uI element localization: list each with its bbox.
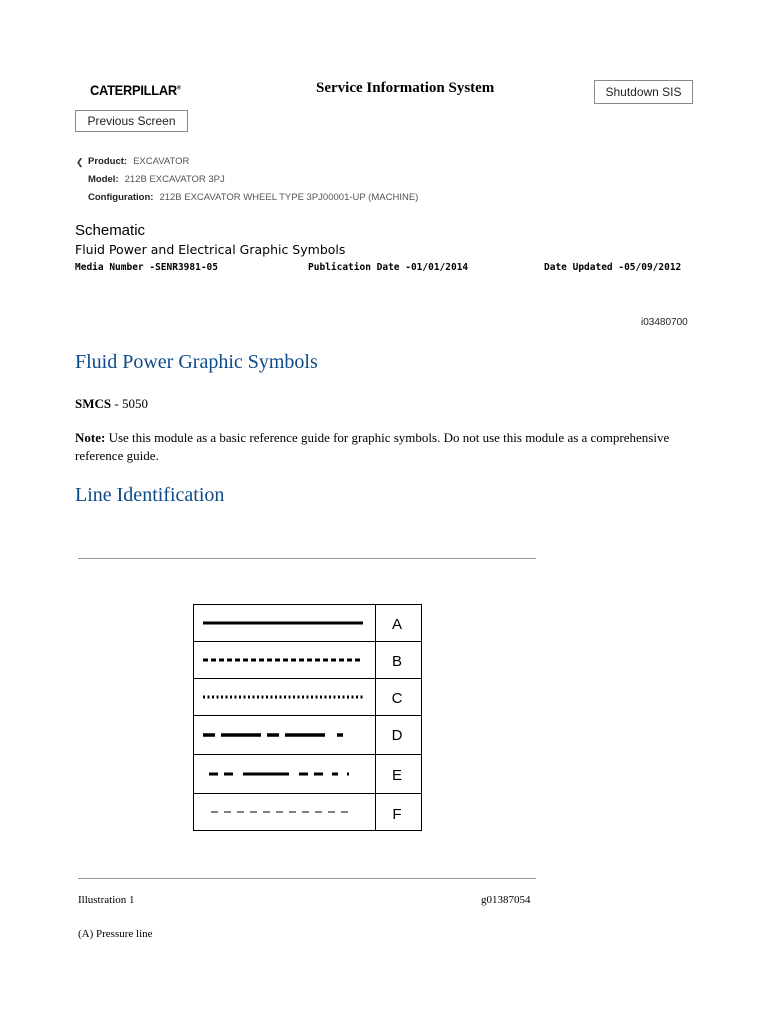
breadcrumb	[76, 153, 418, 207]
smcs-label: SMCS	[75, 396, 112, 411]
illustration-graphic-id: g01387054	[481, 894, 531, 906]
breadcrumb-model	[76, 171, 418, 189]
configuration-key: Configuration:	[88, 192, 154, 203]
row-label-d: D	[391, 727, 403, 744]
illustration-top-rule	[78, 558, 536, 559]
caterpillar-logo	[90, 82, 181, 98]
table-border	[194, 605, 422, 831]
media-number: Media Number -SENR3981-05	[75, 262, 218, 273]
note-label: Note:	[75, 430, 106, 445]
illustration-bottom-rule	[78, 878, 536, 879]
row-label-c: C	[391, 690, 403, 707]
row-label-b: B	[391, 653, 403, 670]
model-key: Model:	[88, 174, 119, 185]
line-identification-illustration	[193, 604, 423, 832]
row-label-f: F	[392, 806, 402, 823]
product-key: Product:	[88, 156, 128, 167]
publication-date: Publication Date -01/01/2014	[308, 262, 469, 273]
chevron-left-icon[interactable]: ❮	[76, 157, 84, 167]
previous-screen-button[interactable]: Previous Screen	[75, 110, 188, 132]
note-paragraph	[75, 429, 695, 465]
document-category: Schematic	[75, 222, 146, 239]
smcs-line	[75, 396, 148, 412]
model-value: 212B EXCAVATOR 3PJ	[124, 174, 225, 185]
row-label-e: E	[391, 767, 403, 784]
document-id: i03480700	[641, 317, 688, 328]
date-updated: Date Updated -05/09/2012	[544, 262, 682, 273]
sis-title: Service Information System	[316, 80, 495, 96]
logo-text: CATERPILLAR	[90, 82, 177, 98]
breadcrumb-product[interactable]	[76, 153, 418, 171]
configuration-value: 212B EXCAVATOR WHEEL TYPE 3PJ00001-UP (MACHINE)	[159, 192, 419, 203]
note-text: Use this module as a basic reference guide for graphic symbols. Do not use this module as a comprehensive reference guide.	[75, 430, 670, 463]
breadcrumb-configuration	[76, 189, 418, 207]
heading-line-identification: Line Identification	[75, 484, 225, 506]
row-label-a: A	[391, 616, 403, 633]
smcs-value: - 5050	[111, 396, 148, 411]
product-value: EXCAVATOR	[133, 156, 190, 167]
shutdown-sis-button[interactable]: Shutdown SIS	[594, 80, 693, 104]
logo-registered-mark: ®	[176, 85, 181, 92]
legend-item-a: (A) Pressure line	[78, 928, 153, 940]
document-title: Fluid Power and Electrical Graphic Symbols	[75, 242, 346, 257]
heading-fluid-power-symbols: Fluid Power Graphic Symbols	[75, 351, 318, 373]
illustration-caption: Illustration 1	[78, 894, 135, 906]
